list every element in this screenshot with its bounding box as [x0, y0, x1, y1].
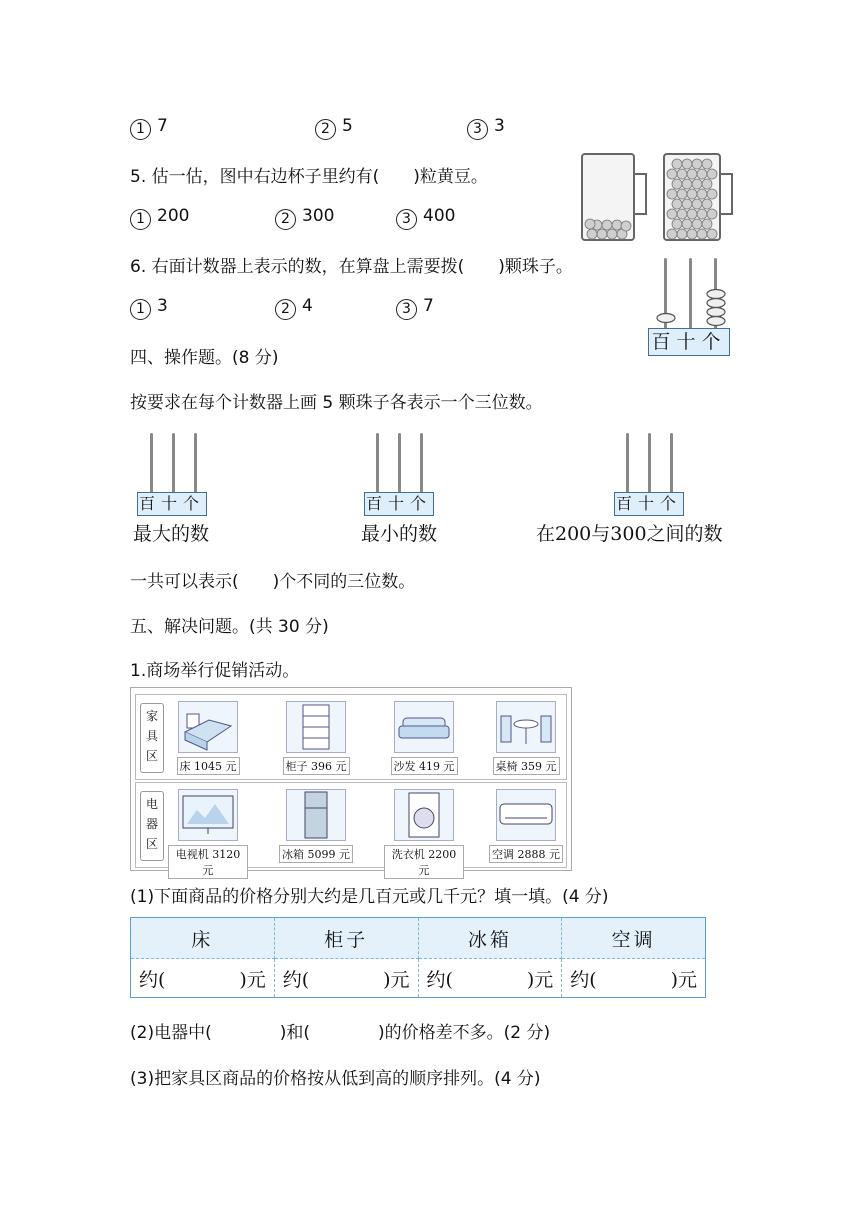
- rod: [172, 433, 175, 493]
- zone-tag: 家 具 区: [140, 703, 164, 773]
- rod: [670, 433, 673, 493]
- bead: [707, 299, 725, 308]
- q5-option-1: 1 200: [130, 206, 189, 230]
- option-2: 2 5: [315, 116, 353, 140]
- sofa-icon: [394, 701, 454, 753]
- shop-illustration: [130, 687, 572, 877]
- product-sofa: 沙发 419 元: [384, 701, 464, 775]
- sub-question-2: (2)电器中( )和( )的价格差不多。(2 分): [130, 1023, 551, 1043]
- table-header: 床: [131, 918, 275, 959]
- sub-question-3: (3)把家具区商品的价格按从低到高的顺序排列。(4 分): [130, 1069, 541, 1089]
- appliance-zone: [135, 782, 567, 877]
- answer-cell[interactable]: 约( )元: [131, 959, 275, 998]
- option-3: 3 3: [467, 116, 505, 140]
- counter-label: 百十个: [364, 492, 434, 516]
- rod: [420, 433, 423, 493]
- price-estimate-table: [130, 917, 706, 998]
- washer-icon: [394, 789, 454, 841]
- product-washer: 洗衣机 2200 元: [384, 789, 464, 879]
- rod: [398, 433, 401, 493]
- section5-title: 五、解决问题。(共 30 分): [130, 617, 329, 637]
- product-cabinet: 柜子 396 元: [276, 701, 356, 775]
- fridge-icon: [286, 789, 346, 841]
- answer-cell[interactable]: 约( )元: [418, 959, 562, 998]
- rod: [648, 433, 651, 493]
- table-header: 空调: [562, 918, 706, 959]
- section4-instruction: 按要求在每个计数器上画 5 颗珠子各表示一个三位数。: [130, 393, 543, 413]
- rod: [376, 433, 379, 493]
- q1-intro: 1.商场举行促销活动。: [130, 661, 300, 681]
- rod: [194, 433, 197, 493]
- option-1: 1 7: [130, 116, 168, 140]
- section4-question: 一共可以表示( )个不同的三位数。: [130, 572, 416, 592]
- table-row: [131, 959, 706, 998]
- answer-cell[interactable]: 约( )元: [274, 959, 418, 998]
- counter-label: 百十个: [137, 492, 207, 516]
- zone-tag: 电 器 区: [140, 791, 164, 861]
- q6-option-1: 1 3: [130, 296, 168, 320]
- q6-option-2: 2 4: [275, 296, 313, 320]
- bead: [707, 290, 725, 299]
- counter-label: 百十个: [648, 328, 730, 356]
- q5-text: 5. 估一估，图中右边杯子里约有( )粒黄豆。: [130, 167, 488, 187]
- q5-option-3: 3 400: [396, 206, 455, 230]
- product-fridge: 冰箱 5099 元: [276, 789, 356, 863]
- aircon-icon: [496, 789, 556, 841]
- rod: [626, 433, 629, 493]
- answer-cell[interactable]: 约( )元: [562, 959, 706, 998]
- q6-option-3: 3 7: [396, 296, 434, 320]
- sub-question-1: (1)下面商品的价格分别大约是几百元或几千元？填一填。(4 分): [130, 887, 609, 907]
- cabinet-icon: [286, 701, 346, 753]
- table-header-row: [131, 918, 706, 959]
- cups-illustration: [578, 150, 734, 246]
- bead: [707, 308, 725, 317]
- q6-beads: [650, 284, 730, 332]
- bed-icon: [178, 701, 238, 753]
- bead: [657, 314, 675, 323]
- product-aircon: 空调 2888 元: [486, 789, 566, 863]
- product-tv: 电视机 3120 元: [168, 789, 248, 879]
- bead: [707, 317, 725, 326]
- q6-text: 6. 右面计数器上表示的数，在算盘上需要拨( )颗珠子。: [130, 257, 573, 277]
- product-table-chairs: 桌椅 359 元: [486, 701, 566, 775]
- counter-caption: 在200与300之间的数: [536, 523, 723, 545]
- table-header: 柜子: [274, 918, 418, 959]
- product-bed: 床 1045 元: [168, 701, 248, 775]
- section4-title: 四、操作题。(8 分): [130, 348, 279, 368]
- tv-icon: [178, 789, 238, 841]
- furniture-zone: [135, 694, 567, 780]
- counter-caption: 最大的数: [133, 523, 210, 545]
- counter-label: 百十个: [614, 492, 684, 516]
- counter-caption: 最小的数: [361, 523, 438, 545]
- q5-option-2: 2 300: [275, 206, 334, 230]
- rod: [150, 433, 153, 493]
- table-chairs-icon: [496, 701, 556, 753]
- table-header: 冰箱: [418, 918, 562, 959]
